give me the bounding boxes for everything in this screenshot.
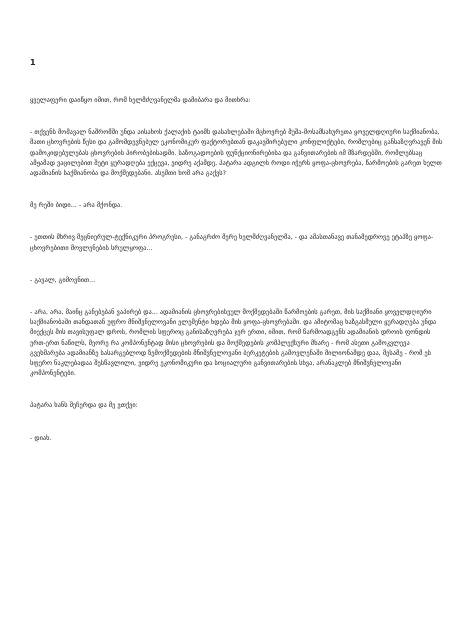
paragraph-intro: ყველაფერი დაიწყო იმით, რომ ხელმძღვანელმა დამიბარა და მითხრა:	[30, 96, 251, 104]
paragraph-interjection: - გავალ, გიმოვნით...	[30, 275, 96, 284]
paragraph-reply: მე რეში ბიდი... - არა მქონდა.	[30, 201, 123, 210]
paragraph-pause: პატარა ხანს შეჩერდა და მე ვთქვი:	[30, 401, 138, 410]
paragraph-supervisor-speech: - თქვენს მომავალ ნაშრომში უნდა აისახოს ქალაქის ტაიმს დასახლებაში მცხოვრებ მუშა-მოსამსახურეთა ყოველდღიური საქმიანობა, მათი ცხოვრების წესი და გამომდევნებულ ეკონომიკურ ფაქტორებთან დაკავშირებული კონფლიქტები, რომლებიც განსაზღვრავენ მის დამოკიდებულებას ცხოვრების პირობებისადმი. საზოგადოების ფუნქციონირებისა და განვითარების იმ მზარდებში, რომლებსაც ამჟამად ვაცილებით შეტი ყურადღება ექცევა, ვიდრე აქამდე, პატარა ადგილს როდი იჭერს ყოფა-ცხოვრება, წარმოების გარეთ ხელთ ადამიანის საქმიანობა და მოქმედებანი. ასემთი ხომ არა გაქვს?	[30, 128, 443, 178]
page-number: 1	[30, 58, 36, 67]
paragraph-yes: - დიახ.	[30, 433, 52, 442]
paragraph-long-explanation: - არა, არა, მაინც განებებან ვაპირებ და... ადამიანის ცხოვრებისეულ მოქმედებაში წარმოების გარეთ, მის საქმიანი ყოველდღიური საქმიანობაში თანდათან უფრო მნიშვნელოვანი ელემენტი ხდება მის ყოფა-ცხოვრებაში. და ამიტომაც ხაზგასმული ყურადღება უნდა მიექცეს მის თავისუფალ დროს, რომლის სფეროც განისაზღვრება ჯერ ერთი, იმით, რომ წარმოადგენს ადამიანის დროის ფონდის ერთ-ერთ ნაწილს, მეორე რა კომპონენტად მისი ცხოვრების და მოქმედების კომპლექსური მხარე - რომ ასეთი გამოკვლევა გვეხმარება ადამიანზე სასარგებლოდ ზემოქმედების მნიშვნელოვანი ბერკეტების გამოვლენაში მილიონამდე დაა, მესამე - რომ ეს სფერო ნაკლებადაა შესწავლილი, ვიდრე ეკონომიკური და სოციალური განვითარების სხვა, არანაკლებ მნიშვნელოვანი კომპონენტები.	[30, 308, 437, 378]
paragraph-progress: - ეთთის მხრივ მეცნიერულ-ტექნიკური პროგრესი, - განაგრძო მერე ხელმძღვანელმა, - და ამასთანავე თანამედროვე ეტაპზე ყოფა-ცხოვრებითი მოვლენების სრულყოფა...	[30, 233, 434, 252]
